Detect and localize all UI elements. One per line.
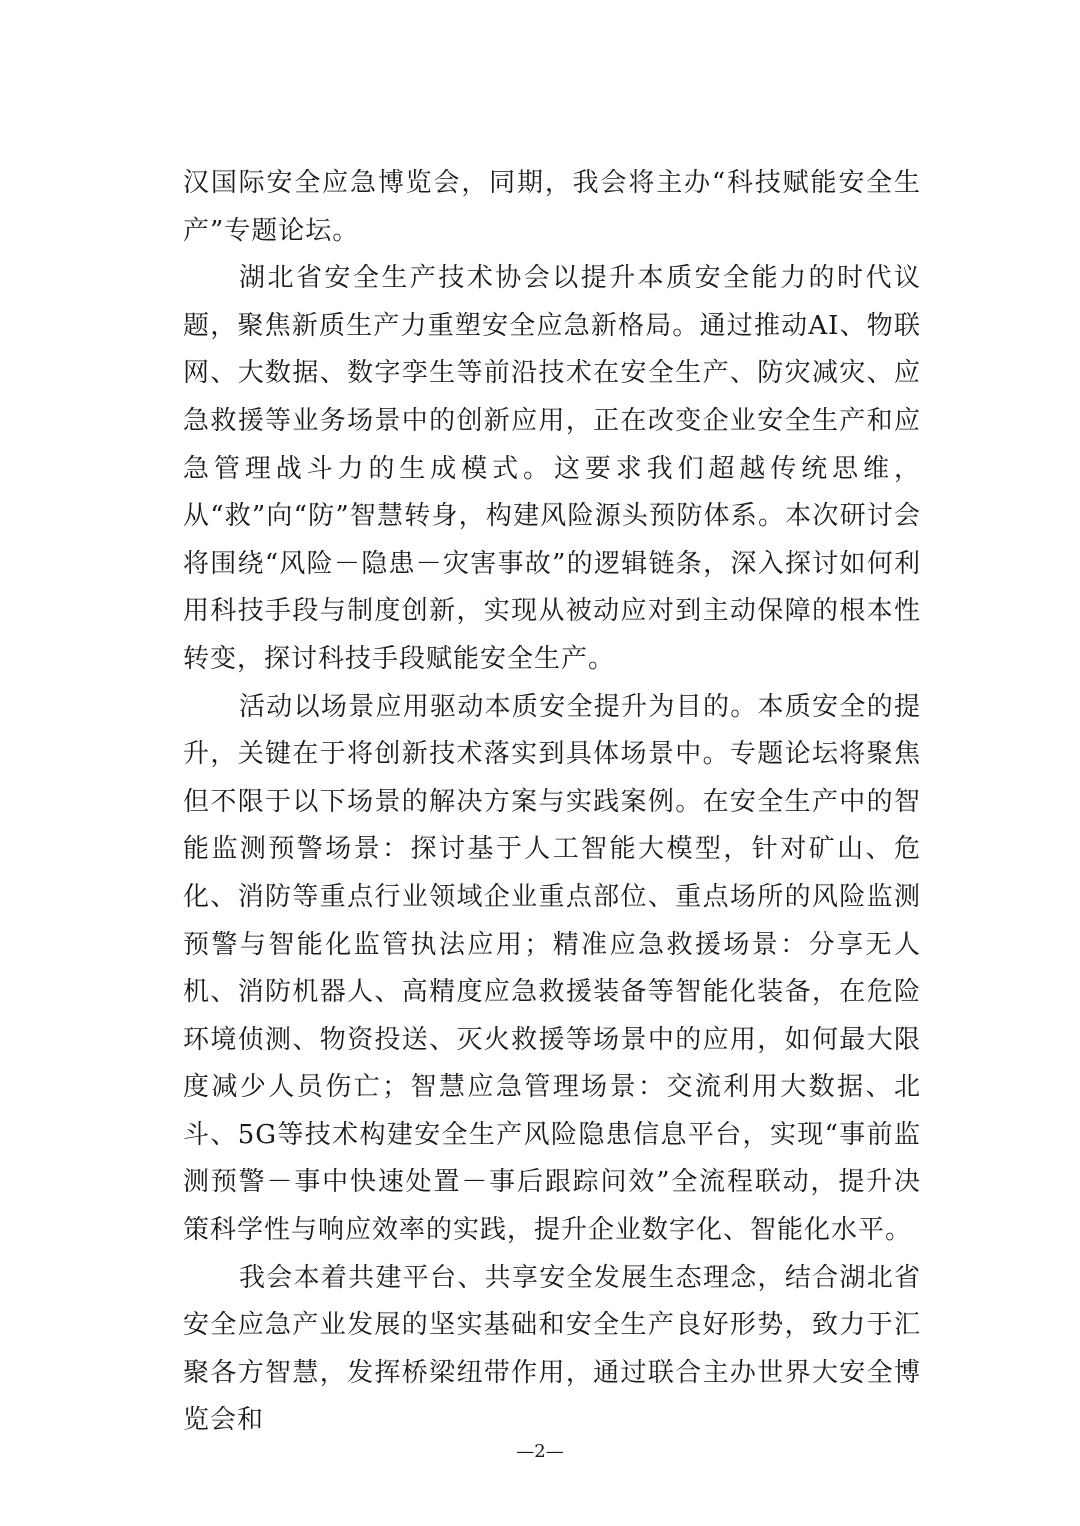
- document-body: [183, 160, 921, 1445]
- paragraph-association-theme: 湖北省安全生产技术协会以提升本质安全能力的时代议题，聚焦新质生产力重塑安全应急新格局。通过推动AI、物联网、大数据、数字孪生等前沿技术在安全生产、防灾减灾、应急救援等业务场景中的创新应用，正在改变企业安全生产和应急管理战斗力的生成模式。这要求我们超越传统思维，从“救”向“防”智慧转身，构建风险源头预防体系。本次研讨会将围绕“风险－隐患－灾害事故”的逻辑链条，深入探讨如何利用科技手段与制度创新，实现从被动应对到主动保障的根本性转变，探讨科技手段赋能安全生产。: [183, 263, 921, 674]
- paragraph-scenario-application: 活动以场景应用驱动本质安全提升为目的。本质安全的提升，关键在于将创新技术落实到具体场景中。专题论坛将聚焦但不限于以下场景的解决方案与实践案例。在安全生产中的智能监测预警场景：探讨基于人工智能大模型，针对矿山、危化、消防等重点行业领域企业重点部位、重点场所的风险监测预警与智能化监管执法应用；精准应急救援场景：分享无人机、消防机器人、高精度应急救援装备等智能化装备，在危险环境侦测、物资投送、灭火救援等场景中的应用，如何最大限度减少人员伤亡；智慧应急管理场景：交流利用大数据、北斗、5G等技术构建安全生产风险隐患信息平台，实现“事前监测预警－事中快速处置－事后跟踪问效”全流程联动，提升决策科学性与响应效率的实践，提升企业数字化、智能化水平。: [183, 691, 921, 1246]
- paragraph-continuation: 汉国际安全应急博览会，同期，我会将主办“科技赋能安全生产”专题论坛。: [183, 168, 921, 246]
- page-number: —2—: [516, 1441, 564, 1462]
- paragraph-platform-building: 我会本着共建平台、共享安全发展生态理念，结合湖北省安全应急产业发展的坚实基础和安全生产良好形势，致力于汇聚各方智慧，发挥桥梁纽带作用，通过联合主办世界大安全博览会和: [183, 1262, 921, 1436]
